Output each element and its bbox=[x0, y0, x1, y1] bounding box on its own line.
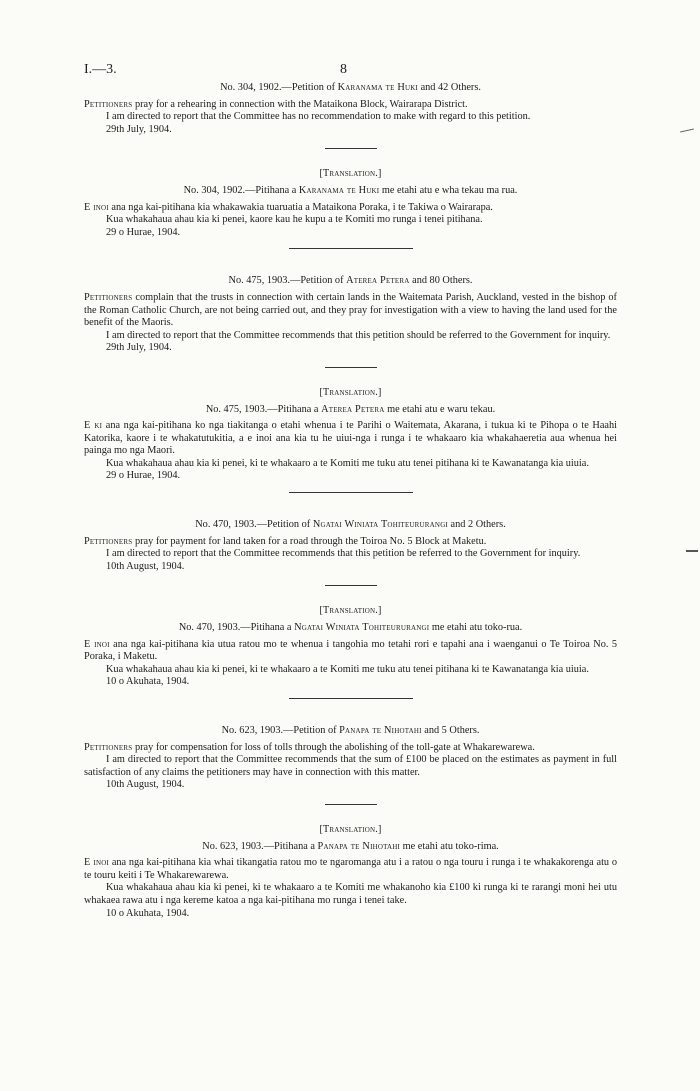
translation-label: [Translation.] bbox=[319, 386, 382, 398]
petition-summary: Petitioners pray for compensation for loss of tolls through the abolishing of the toll-gate at Whakarewarewa. bbox=[84, 741, 535, 753]
committee-report: I am directed to report that the Committee recommends that this petition should be referred to the Government for inquiry. bbox=[106, 329, 611, 341]
report-date: 10th August, 1904. bbox=[106, 560, 185, 572]
petitioner-name: Ngatai Winiata Tohiteururangi bbox=[312, 519, 448, 531]
committee-report: I am directed to report that the Committee recommends that this petition be referred to the Government for inquiry. bbox=[106, 548, 581, 560]
committee-report: I am directed to report that the Committee has no recommendation to make with regard to this petition. bbox=[106, 111, 531, 123]
petition-623 bbox=[84, 725, 617, 920]
report-date: 29th July, 1904. bbox=[106, 123, 172, 135]
translation-label: [Translation.] bbox=[319, 823, 382, 835]
petition-title: No. 470, 1903.—Petition of Ngatai Winiata Tohiteururangi and 2 Others. bbox=[195, 519, 506, 531]
petitioner-name: Aterea Petera bbox=[321, 403, 385, 415]
translation-title: No. 304, 1902.—Pitihana a Karanama te Huki me etahi atu e wha tekau ma rua. bbox=[183, 184, 518, 196]
petition-475 bbox=[84, 275, 617, 493]
petition-summary: Petitioners complain that the trusts in connection with certain lands in the Waitemata Parish, Auckland, vested in the bishop of the Roman Catholic Church, are not being carried out, and they pray for investigation with a view to having the land used for the benefit of the Maoris. bbox=[84, 291, 617, 329]
translation-summary: E inoi ana nga kai-pitihana kia whakawakia tuaruatia a Mataikona Poraka, i te Takiwa o Wairarapa. bbox=[84, 201, 493, 213]
translation-report: Kua whakahaua ahau kia ki penei, ki te whakaaro a te Komiti me tuku atu tenei pitihana ki te Kawanatanga kia uiuia. bbox=[106, 457, 589, 469]
petition-summary: Petitioners pray for payment for land taken for a road through the Toiroa No. 5 Block at Maketu. bbox=[84, 535, 487, 547]
report-date: 10th August, 1904. bbox=[106, 779, 185, 791]
translation-summary: E inoi ana nga kai-pitihana kia utua ratou mo te whenua i tangohia mo tetahi rori e tapahi ana i waenganui o Te Toiroa No. 5 Poraka, i Maketu. bbox=[84, 638, 617, 663]
document-page bbox=[84, 62, 617, 920]
petitioner-name: Panapa te Nihotahi bbox=[317, 840, 401, 852]
translation-date: 29 o Hurae, 1904. bbox=[106, 470, 181, 482]
translation-report: Kua whakahaua ahau kia ki penei, kaore kau he kupu a te Komiti mo runga i tenei pitihana. bbox=[106, 214, 483, 226]
translation-label: [Translation.] bbox=[319, 605, 382, 617]
petition-title: No. 475, 1903.—Petition of Aterea Petera and 80 Others. bbox=[228, 275, 473, 287]
page-number: 8 bbox=[340, 62, 347, 77]
translation-summary: E inoi ana nga kai-pitihana kia whai tikangatia ratou mo te ngaromanga atu i a ratou o nga touru i runga i te whakakorenga atu o te touru keiti i Te Whakarewarewa. bbox=[84, 857, 617, 881]
margin-scan-mark bbox=[680, 129, 694, 133]
committee-report: I am directed to report that the Committee recommends that the sum of £100 be placed on the estimates as payment in full satisfaction of any claims the petitioners may have in connection with this matter. bbox=[84, 754, 617, 778]
petition-304 bbox=[84, 82, 617, 249]
petitioner-name: Panapa te Nihotahi bbox=[339, 725, 422, 736]
translation-title: No. 623, 1903.—Pitihana a Panapa te Nihotahi me etahi atu toko-rima. bbox=[202, 840, 499, 852]
page-header bbox=[84, 62, 617, 82]
petitioner-name: Karanama te Huki bbox=[298, 184, 380, 196]
translation-summary: E ki ana nga kai-pitihana ko nga tiakitanga o etahi whenua i te Parihi o Waitemata, Akarana, i tukua ki te Pihopa o te Haahi Katorika, kaore i te whakatutukitia, a e inoi ana kia tu he uiui-nga i runga i te whakaaro kia whakahaeretia aua whenua hei painga mo nga Maori. bbox=[84, 420, 618, 457]
translation-title: No. 470, 1903.—Pitihana a Ngatai Winiata Tohiteururangi me etahi atu toko-rua. bbox=[178, 622, 523, 634]
petitioner-name: Karanama te Huki bbox=[337, 82, 419, 93]
petitioner-name: Ngatai Winiata Tohiteururangi bbox=[294, 622, 430, 634]
paper-reference: I.—3. bbox=[84, 62, 117, 77]
translation-date: 10 o Akuhata, 1904. bbox=[106, 676, 190, 688]
petition-title: No. 304, 1902.—Petition of Karanama te Huki and 42 Others. bbox=[220, 82, 481, 93]
report-date: 29th July, 1904. bbox=[106, 342, 172, 354]
translation-report: Kua whakahaua ahau kia ki penei, ki te whakaaro a te Komiti me tuku atu tenei pitihana ki te Kawanatanga kia uiuia. bbox=[106, 663, 589, 675]
petition-title: No. 623, 1903.—Petition of Panapa te Nihotahi and 5 Others. bbox=[221, 725, 480, 736]
petitioner-name: Aterea Petera bbox=[346, 275, 410, 287]
translation-report: Kua whakahaua ahau kia ki penei, ki te whakaaro a te Komiti me whakanoho kia £100 ki runga ki te rarangi moni hei utu whakaea rawa atu i nga kereme katoa a nga kai-pitihana mo runga i tenei take. bbox=[84, 882, 617, 906]
petition-470 bbox=[84, 519, 617, 699]
petition-summary: Petitioners pray for a rehearing in connection with the Mataikona Block, Wairarapa District. bbox=[84, 98, 468, 110]
translation-label: [Translation.] bbox=[319, 168, 382, 180]
translation-date: 29 o Hurae, 1904. bbox=[106, 226, 181, 238]
margin-scan-mark bbox=[686, 550, 698, 552]
translation-title: No. 475, 1903.—Pitihana a Aterea Petera me etahi atu e waru tekau. bbox=[205, 403, 496, 415]
translation-date: 10 o Akuhata, 1904. bbox=[106, 907, 190, 919]
